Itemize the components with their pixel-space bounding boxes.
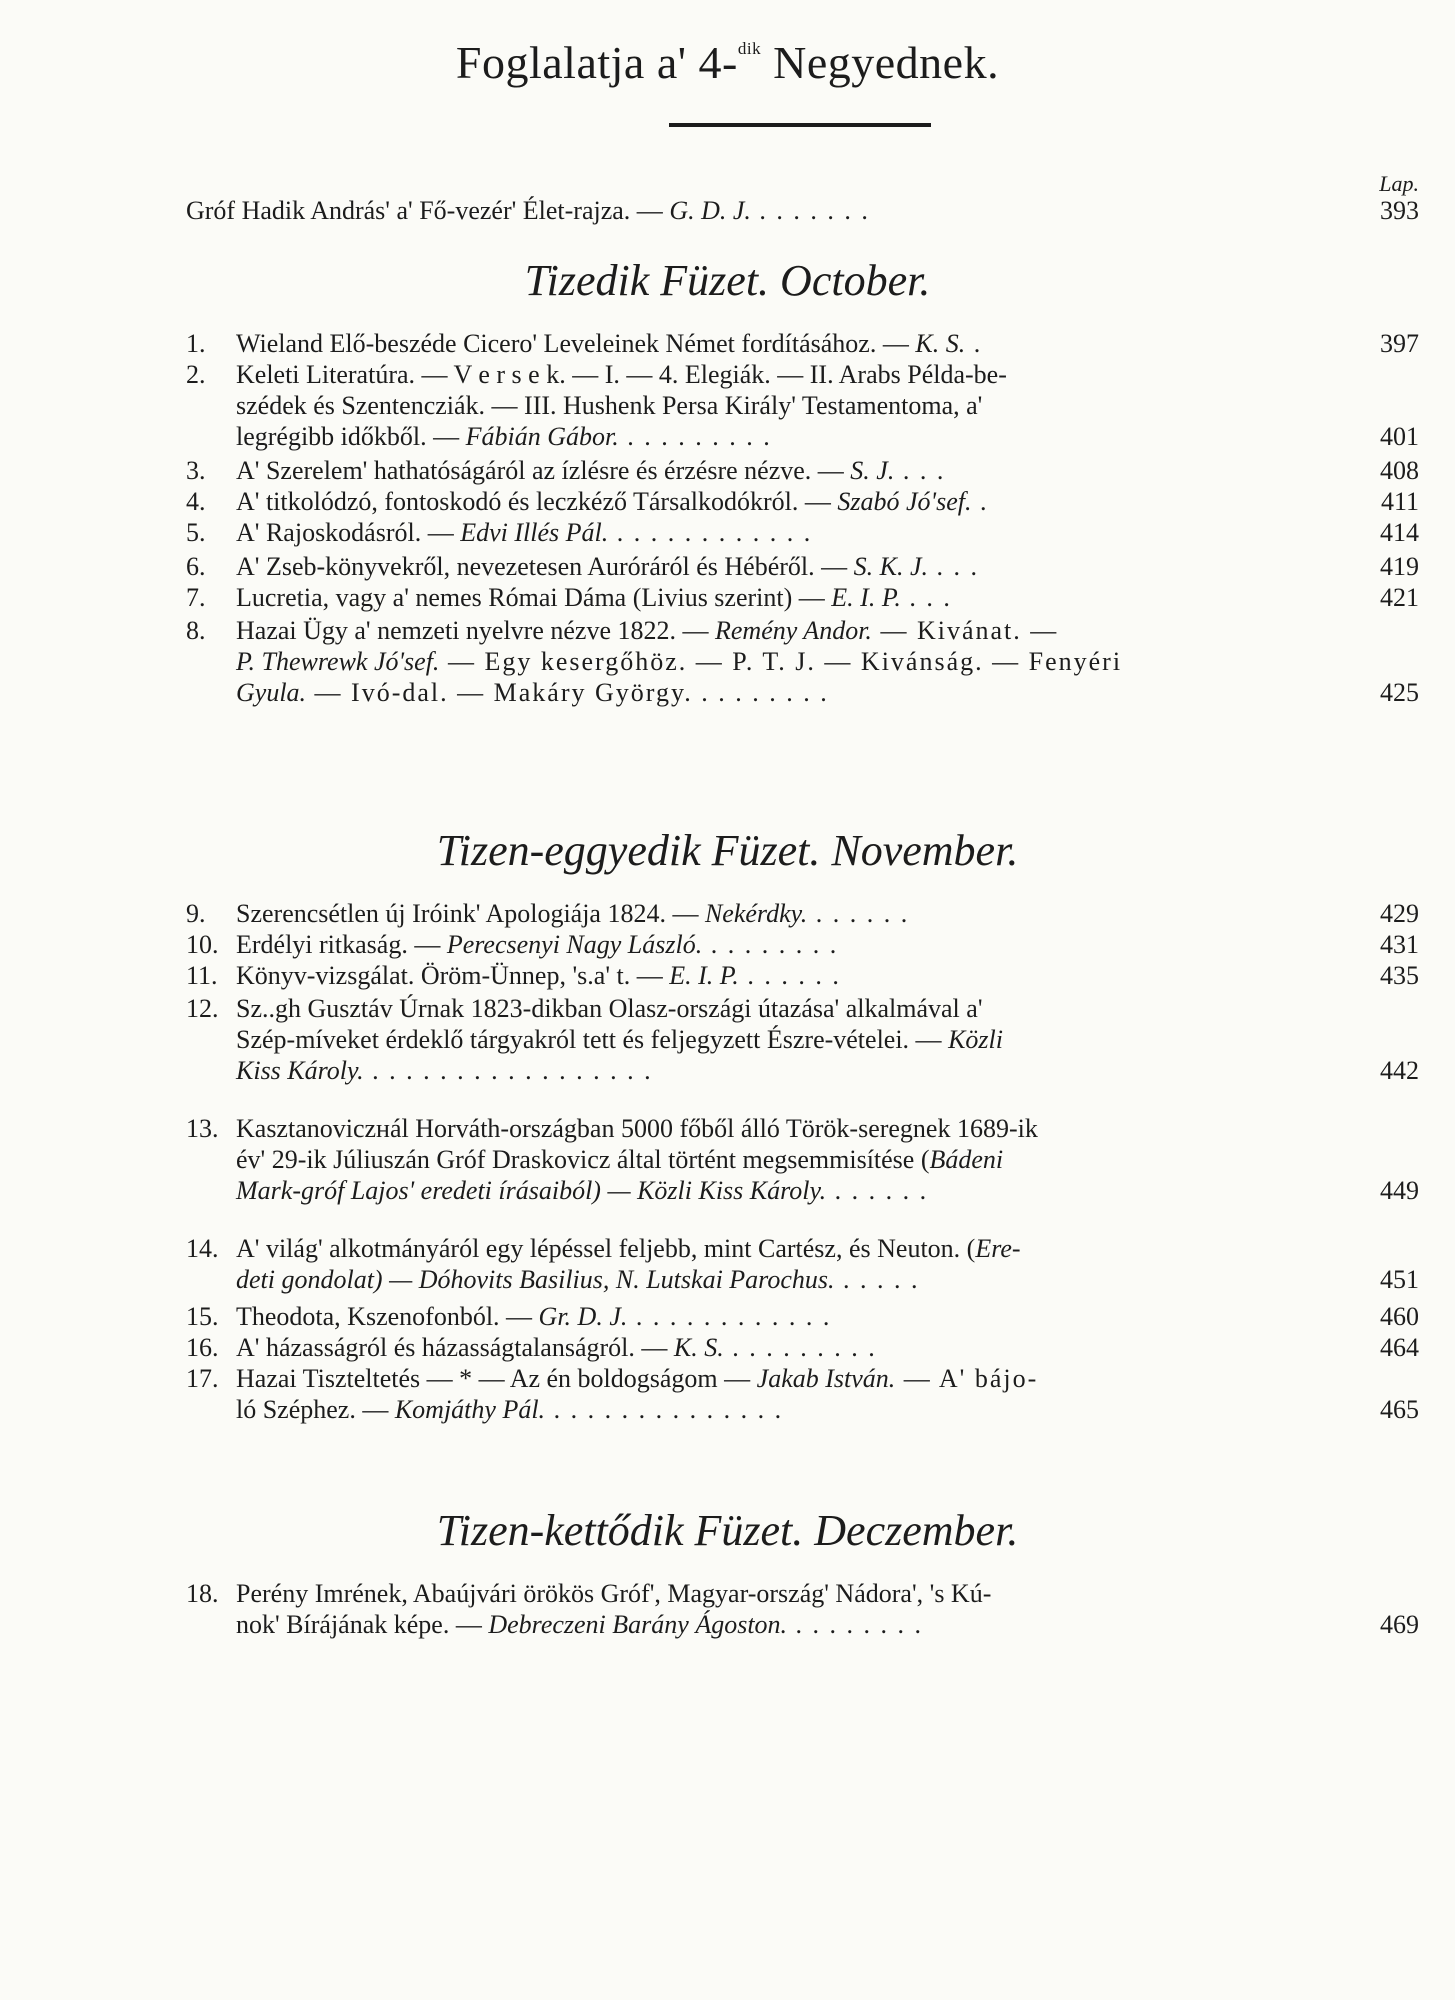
- entry-page-number: 401: [1380, 422, 1419, 451]
- entry-page-number: 408: [1380, 456, 1419, 485]
- entry-text: . . .: [900, 583, 952, 612]
- entry-line: [236, 960, 841, 991]
- toc-entry: [186, 1301, 1419, 1332]
- entry-page-number: 419: [1380, 552, 1419, 581]
- entry-line: [236, 517, 812, 548]
- entry-author: Közli: [948, 1025, 1003, 1054]
- entry-line: [236, 615, 1058, 646]
- entry-author: Debreczeni Barány Ágoston.: [488, 1610, 788, 1639]
- entry-page-number: 449: [1380, 1176, 1419, 1205]
- entry-text: . . . . . . . .: [787, 1610, 924, 1639]
- toc-entry: [186, 551, 1419, 582]
- entry-page-number: 451: [1380, 1265, 1419, 1294]
- entry-author: S. K. J.: [853, 552, 929, 581]
- entry-text: . . . . . . . . .: [723, 1333, 877, 1362]
- entry-number: 15.: [186, 1302, 219, 1331]
- toc-entry: [186, 1332, 1419, 1363]
- entry-number: 1.: [186, 329, 206, 358]
- entry-text: Lucretia, vagy a' nemes Római Dáma (Livius szerint) —: [236, 583, 832, 612]
- entry-page-number: 411: [1380, 487, 1419, 516]
- entry-page-number: 469: [1380, 1610, 1419, 1639]
- entry-line: [236, 551, 979, 582]
- toc-entry: [186, 328, 1419, 359]
- entry-author: Perecsenyi Nagy László.: [446, 930, 703, 959]
- page-title: Foglalatja a' 4-$^{dik}$ Negyednek.: [455, 37, 1000, 88]
- entry-text: A' titkolódzó, fontoskodó és leczkéző Társalkodókról. —: [236, 487, 838, 516]
- toc-entry: [186, 1113, 1419, 1206]
- entry-text: . . . . . . . .: [702, 930, 839, 959]
- entry-line: [236, 1024, 1003, 1055]
- entry-text: Kasztanoviczнál Horváth-országban 5000 főből álló Török-seregnek 1689-ik: [236, 1114, 1038, 1143]
- entry-text: A' Zseb-könyvekről, nevezetesen Auróráról és Hébéről. —: [236, 552, 854, 581]
- entry-line: [236, 1144, 1003, 1175]
- entry-number: 9.: [186, 899, 206, 928]
- entry-page-number: 397: [1380, 329, 1419, 358]
- toc-entry: [186, 993, 1419, 1086]
- entry-author: Bádeni: [929, 1145, 1004, 1174]
- entry-line: [236, 582, 952, 613]
- entry-text: . . . . . .: [738, 961, 841, 990]
- entry-number: 12.: [186, 994, 219, 1023]
- entry-line: [236, 646, 1122, 677]
- entry-page-number: 429: [1380, 899, 1419, 928]
- entry-line: [236, 1578, 991, 1609]
- entry-author: deti gondolat) — Dóhovits Basilius, N. Lutskai Parochus.: [236, 1265, 835, 1294]
- entry-line: [186, 195, 870, 226]
- toc-entry: [186, 1363, 1419, 1425]
- toc-entry: [186, 455, 1419, 486]
- entry-author: Ere-: [975, 1234, 1021, 1263]
- toc-entry: [186, 898, 1419, 929]
- entry-text: .: [971, 487, 989, 516]
- entry-text: Hazai Tiszteltetés — * — Az én boldogságom —: [236, 1364, 757, 1393]
- entry-text: . . . . .: [834, 1265, 920, 1294]
- entry-line: [236, 1609, 923, 1640]
- entry-line: [236, 390, 982, 421]
- entry-text: nok' Bírájának képe. —: [236, 1610, 489, 1639]
- entry-line: [236, 1113, 1038, 1144]
- entry-text: Erdélyi ritkaság. —: [236, 930, 447, 959]
- entry-text: legrégibb időkből. —: [236, 422, 466, 451]
- toc-entry: [186, 195, 1419, 226]
- entry-page-number: 414: [1380, 518, 1419, 547]
- entry-line: [236, 421, 772, 452]
- entry-text: .: [965, 329, 983, 358]
- entry-text: . . . . . . .: [750, 196, 870, 225]
- entry-author: K. S.: [915, 329, 966, 358]
- entry-text: Sz..gh Gusztáv Úrnak 1823-dikban Olasz-országi útazása' alkalmával a': [236, 994, 983, 1023]
- section-heading: Tizen-eggyedik Füzet. November.: [436, 826, 1019, 875]
- entry-number: 3.: [186, 456, 206, 485]
- entry-text: Könyv-vizsgálat. Öröm-Ünnep, 's.a' t. —: [236, 961, 670, 990]
- section-heading: Tizedik Füzet. October.: [524, 256, 931, 305]
- title-rule: [669, 123, 931, 127]
- entry-author: P. Thewrewk Jó'sef.: [236, 647, 440, 676]
- entry-number: 18.: [186, 1579, 219, 1608]
- section-heading: Tizen-kettődik Füzet. Deczember.: [436, 1506, 1019, 1555]
- entry-page-number: 431: [1380, 930, 1419, 959]
- entry-line: [236, 455, 945, 486]
- toc-entry: [186, 486, 1419, 517]
- entry-text: Keleti Literatúra. — V e r s e k. — I. — 4. Elegiák. — II. Arabs Példa-be-: [236, 360, 1007, 389]
- entry-page-number: 435: [1380, 961, 1419, 990]
- entry-page-number: 460: [1380, 1302, 1419, 1331]
- entry-number: 5.: [186, 518, 206, 547]
- entry-author: G. D. J.: [669, 196, 751, 225]
- entry-line: [236, 1332, 877, 1363]
- entry-text: szédek és Szentencziák. — III. Hushenk Persa Király' Testamentoma, a': [236, 391, 983, 420]
- entry-number: 11.: [186, 961, 218, 990]
- entry-text: . . . . . .: [826, 1176, 929, 1205]
- entry-text: Hazai Ügy a' nemzeti nyelvre nézve 1822. —: [236, 616, 715, 645]
- entry-text: A' Szerelem' hathatóságáról az ízlésre és érzésre nézve. —: [236, 456, 851, 485]
- entry-text: — A' bájo-: [895, 1364, 1039, 1393]
- entry-author: S. J.: [850, 456, 895, 485]
- entry-page-number: 425: [1380, 678, 1419, 707]
- entry-text: Perény Imrének, Abaújvári örökös Gróf', Magyar-ország' Nádora', 's Kú-: [236, 1579, 992, 1608]
- entry-text: — Egy kesergőhöz. — P. T. J. — Kivánság. — Fenyéri: [439, 647, 1123, 676]
- entry-author: Kiss Károly.: [236, 1056, 364, 1085]
- entry-text: . . .: [928, 552, 980, 581]
- toc-entry: [186, 1233, 1419, 1295]
- entry-text: Szerencsétlen új Iróink' Apologiája 1824. —: [236, 899, 705, 928]
- toc-entry: [186, 929, 1419, 960]
- entry-line: [236, 929, 838, 960]
- entry-text: Wieland Elő-beszéde Cicero' Leveleinek Német fordításához. —: [236, 329, 916, 358]
- toc-entry: [186, 582, 1419, 613]
- entry-text: Szép-míveket érdeklő tárgyakról tett és feljegyzett Észre-vételei. —: [236, 1025, 949, 1054]
- entry-text: ló Széphez. —: [236, 1395, 395, 1424]
- entry-text: A' Rajoskodásról. —: [236, 518, 461, 547]
- entry-author: Remény Andor.: [715, 616, 872, 645]
- entry-author: E. I. P.: [669, 961, 739, 990]
- toc-entry: [186, 1578, 1419, 1640]
- entry-text: . . . . . . . . . . . .: [627, 1302, 832, 1331]
- entry-author: Gr. D. J.: [538, 1302, 628, 1331]
- entry-number: 17.: [186, 1364, 219, 1393]
- entry-line: [236, 328, 982, 359]
- entry-number: 10.: [186, 930, 219, 959]
- toc-entry: [186, 359, 1419, 452]
- entry-author: Fábián Gábor.: [465, 422, 619, 451]
- entry-text: év' 29-ik Júliuszán Gróf Draskovicz által történt megsemmisítése (: [236, 1145, 930, 1174]
- entry-number: 16.: [186, 1333, 219, 1362]
- entry-page-number: 393: [1380, 196, 1419, 225]
- entry-text: A' világ' alkotmányáról egy lépéssel feljebb, mint Cartész, és Neuton. (: [236, 1234, 976, 1263]
- toc-entry: [186, 615, 1419, 708]
- entry-number: 13.: [186, 1114, 219, 1143]
- entry-author: Komjáthy Pál.: [394, 1395, 546, 1424]
- page-column-header: Lap.: [1379, 171, 1419, 196]
- entry-number: 4.: [186, 487, 206, 516]
- entry-author: Szabó Jó'sef.: [837, 487, 972, 516]
- entry-line: [236, 677, 829, 708]
- entry-line: [236, 1301, 831, 1332]
- entry-author: Jakab István.: [756, 1364, 896, 1393]
- toc-entry: [186, 517, 1419, 548]
- entry-page-number: 465: [1380, 1395, 1419, 1424]
- entry-text: — Ivó-dal. — Makáry György. . . . . . . . .: [306, 678, 829, 707]
- entry-author: K. S.: [673, 1333, 724, 1362]
- entry-line: [236, 898, 909, 929]
- entry-number: 2.: [186, 360, 206, 389]
- entry-number: 6.: [186, 552, 206, 581]
- entry-text: . . . . . . . . . . . . . . . . .: [363, 1056, 653, 1085]
- entry-page-number: 464: [1380, 1333, 1419, 1362]
- entry-author: Nekérdky.: [704, 899, 808, 928]
- entry-text: Gróf Hadik András' a' Fő-vezér' Élet-rajza. —: [186, 196, 670, 225]
- entry-author: Gyula.: [236, 678, 307, 707]
- entry-line: [236, 993, 983, 1024]
- entry-number: 7.: [186, 583, 206, 612]
- entry-line: [236, 1394, 783, 1425]
- entry-number: 8.: [186, 616, 206, 645]
- entry-line: [236, 1233, 1021, 1264]
- entry-page-number: 421: [1380, 583, 1419, 612]
- entry-text: Theodota, Kszenofonból. —: [236, 1302, 539, 1331]
- entry-author: Mark-gróf Lajos' eredeti írásaiból) — Közli Kiss Károly.: [236, 1176, 827, 1205]
- entry-author: E. I. P.: [831, 583, 901, 612]
- entry-text: . . .: [894, 456, 946, 485]
- entry-author: Edvi Illés Pál.: [460, 518, 609, 547]
- entry-page-number: 442: [1380, 1056, 1419, 1085]
- entry-text: . . . . . . . . . . . .: [608, 518, 813, 547]
- entry-line: [236, 1175, 928, 1206]
- entry-text: . . . . . . . . .: [618, 422, 772, 451]
- entry-number: 14.: [186, 1234, 219, 1263]
- entry-text: . . . . . . . . . . . . . .: [545, 1395, 784, 1424]
- entry-line: [236, 1264, 919, 1295]
- entry-text: A' házasságról és házasságtalanságról. —: [236, 1333, 674, 1362]
- entry-text: . . . . . .: [807, 899, 910, 928]
- toc-entry: [186, 960, 1419, 991]
- entry-text: — Kivánat. —: [871, 616, 1059, 645]
- entry-line: [236, 486, 988, 517]
- entry-line: [236, 1363, 1038, 1394]
- entry-line: [236, 359, 1007, 390]
- entry-line: [236, 1055, 653, 1086]
